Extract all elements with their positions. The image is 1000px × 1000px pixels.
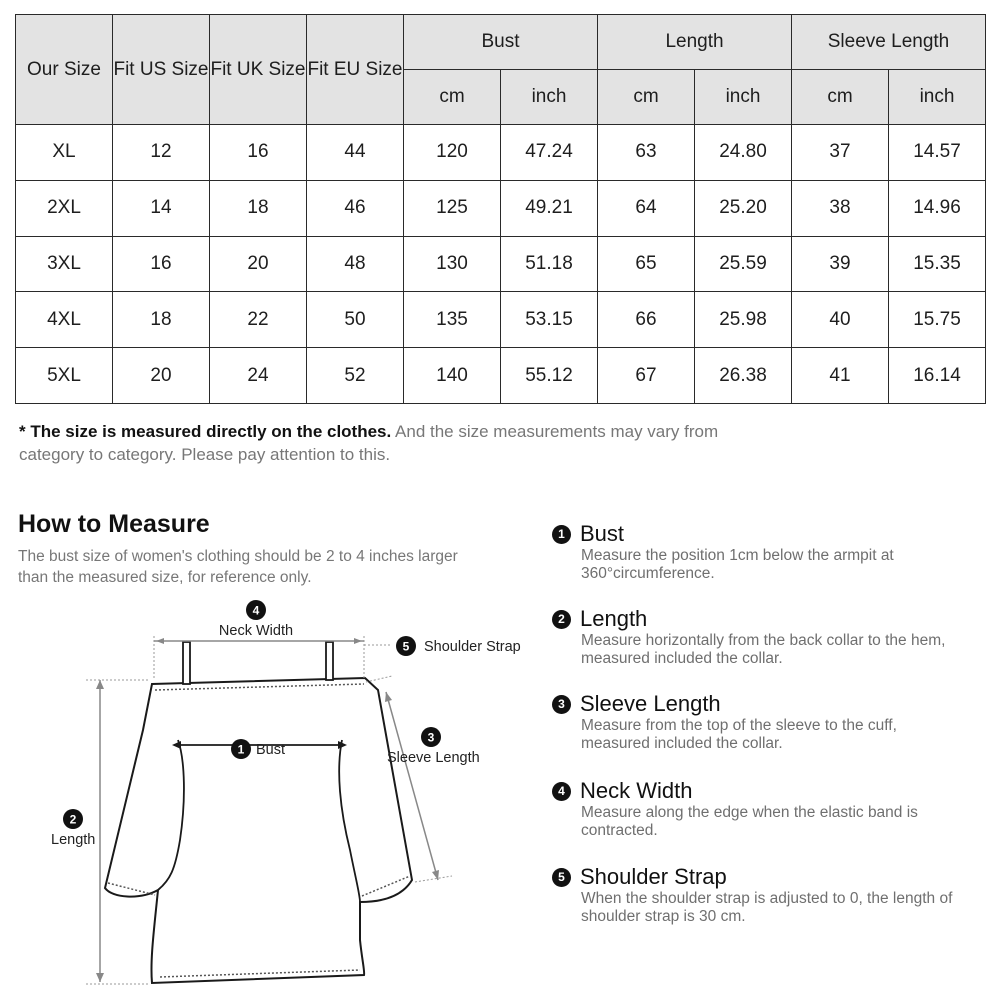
- badge-number: 5: [402, 639, 410, 654]
- table-cell: 14.96: [889, 180, 986, 236]
- table-cell: 41: [792, 348, 889, 404]
- garment-diagram: [0, 595, 540, 995]
- header-bust-inch: inch: [501, 70, 598, 125]
- table-row: [16, 292, 986, 348]
- number-badge: 3: [552, 695, 571, 714]
- badge-number: 2: [69, 812, 77, 827]
- table-cell: 22: [210, 292, 307, 348]
- number-badge: 4: [552, 782, 571, 801]
- table-cell: 25.20: [695, 180, 792, 236]
- how-to-measure-title: How to Measure: [18, 510, 210, 538]
- table-cell: 24: [210, 348, 307, 404]
- table-cell: 140: [404, 348, 501, 404]
- table-cell: 14: [113, 180, 210, 236]
- header-bust-cm: cm: [404, 70, 501, 125]
- table-cell: 16: [210, 125, 307, 181]
- table-row: [16, 236, 986, 292]
- header-bust: Bust: [404, 15, 598, 70]
- legend-item-length: [552, 606, 972, 667]
- header-fit-uk: Fit UK Size: [210, 15, 307, 125]
- legend-item-sleeve-length: [552, 691, 972, 752]
- label-neck-width: Neck Width: [218, 623, 294, 639]
- number-badge: 5: [552, 868, 571, 887]
- table-cell: XL: [16, 125, 113, 181]
- table-cell: 16: [113, 236, 210, 292]
- table-row: [16, 348, 986, 404]
- badge-shoulder-strap: [396, 636, 416, 656]
- badge-sleeve-length: [421, 727, 441, 747]
- badge-bust: [231, 739, 251, 759]
- table-cell: 2XL: [16, 180, 113, 236]
- header-sleeve-length: Sleeve Length: [792, 15, 986, 70]
- badge-neck-width: [246, 600, 266, 620]
- table-cell: 25.59: [695, 236, 792, 292]
- table-cell: 66: [598, 292, 695, 348]
- table-cell: 14.57: [889, 125, 986, 181]
- table-cell: 50: [307, 292, 404, 348]
- badge-number: 4: [252, 603, 260, 618]
- table-cell: 125: [404, 180, 501, 236]
- table-cell: 135: [404, 292, 501, 348]
- table-cell: 48: [307, 236, 404, 292]
- how-to-measure-subtitle: The bust size of women's clothing should be 2 to 4 inches larger than the measured size, for reference only.: [18, 548, 458, 586]
- label-length: Length: [51, 832, 96, 848]
- badge-number: 1: [237, 742, 245, 757]
- table-cell: 47.24: [501, 125, 598, 181]
- table-row: [16, 180, 986, 236]
- table-cell: 25.98: [695, 292, 792, 348]
- table-cell: 12: [113, 125, 210, 181]
- table-cell: 67: [598, 348, 695, 404]
- table-cell: 64: [598, 180, 695, 236]
- table-cell: 65: [598, 236, 695, 292]
- header-fit-eu: Fit EU Size: [307, 15, 404, 125]
- table-cell: 44: [307, 125, 404, 181]
- legend-description: When the shoulder strap is adjusted to 0, the length of shoulder strap is 30 cm.: [581, 890, 953, 925]
- right-sleeve-seam: [339, 740, 360, 902]
- number-badge: 2: [552, 610, 571, 629]
- table-cell: 120: [404, 125, 501, 181]
- table-cell: 18: [210, 180, 307, 236]
- measurement-note: [19, 420, 779, 466]
- table-cell: 55.12: [501, 348, 598, 404]
- left-sleeve-seam: [158, 740, 184, 890]
- label-bust: Bust: [256, 742, 286, 758]
- size-chart-table: [15, 14, 986, 404]
- table-cell: 52: [307, 348, 404, 404]
- header-our-size: Our Size: [16, 15, 113, 125]
- table-cell: 38: [792, 180, 889, 236]
- legend-title: Bust: [580, 521, 625, 546]
- table-cell: 37: [792, 125, 889, 181]
- table-cell: 15.35: [889, 236, 986, 292]
- label-sleeve-length: Sleeve Length: [387, 750, 480, 766]
- table-cell: 39: [792, 236, 889, 292]
- table-cell: 40: [792, 292, 889, 348]
- table-cell: 16.14: [889, 348, 986, 404]
- table-cell: 26.38: [695, 348, 792, 404]
- legend-description: Measure from the top of the sleeve to the cuff, measured included the collar.: [581, 717, 897, 752]
- table-cell: 63: [598, 125, 695, 181]
- note-emphasis: * The size is measured directly on the clothes.: [19, 422, 392, 441]
- legend-title: Sleeve Length: [580, 691, 721, 716]
- table-cell: 20: [113, 348, 210, 404]
- table-cell: 130: [404, 236, 501, 292]
- table-cell: 46: [307, 180, 404, 236]
- table-cell: 49.21: [501, 180, 598, 236]
- table-cell: 51.18: [501, 236, 598, 292]
- number-badge: 1: [552, 525, 571, 544]
- dress-outline: [105, 678, 412, 983]
- header-length-cm: cm: [598, 70, 695, 125]
- legend-item-shoulder-strap: [552, 864, 972, 925]
- legend-description: Measure horizontally from the back collar to the hem, measured included the collar.: [581, 632, 946, 667]
- table-cell: 4XL: [16, 292, 113, 348]
- header-length-inch: inch: [695, 70, 792, 125]
- badge-length: [63, 809, 83, 829]
- note-text: And the size measurements may vary from category to category. Please pay attention to this.: [19, 422, 719, 464]
- header-length: Length: [598, 15, 792, 70]
- header-sleeve-cm: cm: [792, 70, 889, 125]
- table-cell: 24.80: [695, 125, 792, 181]
- label-shoulder-strap: Shoulder Strap: [424, 639, 521, 655]
- legend-item-neck-width: [552, 778, 972, 839]
- table-row: [16, 125, 986, 181]
- legend-description: Measure along the edge when the elastic band is contracted.: [581, 804, 918, 839]
- legend-title: Length: [580, 606, 648, 631]
- table-cell: 53.15: [501, 292, 598, 348]
- table-cell: 18: [113, 292, 210, 348]
- legend-title: Neck Width: [580, 778, 693, 803]
- table-cell: 20: [210, 236, 307, 292]
- badge-number: 3: [427, 730, 435, 745]
- header-sleeve-inch: inch: [889, 70, 986, 125]
- legend-item-bust: [552, 521, 972, 582]
- legend-description: Measure the position 1cm below the armpit at 360°circumference.: [581, 547, 894, 582]
- legend-title: Shoulder Strap: [580, 864, 727, 889]
- table-cell: 5XL: [16, 348, 113, 404]
- header-fit-us: Fit US Size: [113, 15, 210, 125]
- table-cell: 3XL: [16, 236, 113, 292]
- table-cell: 15.75: [889, 292, 986, 348]
